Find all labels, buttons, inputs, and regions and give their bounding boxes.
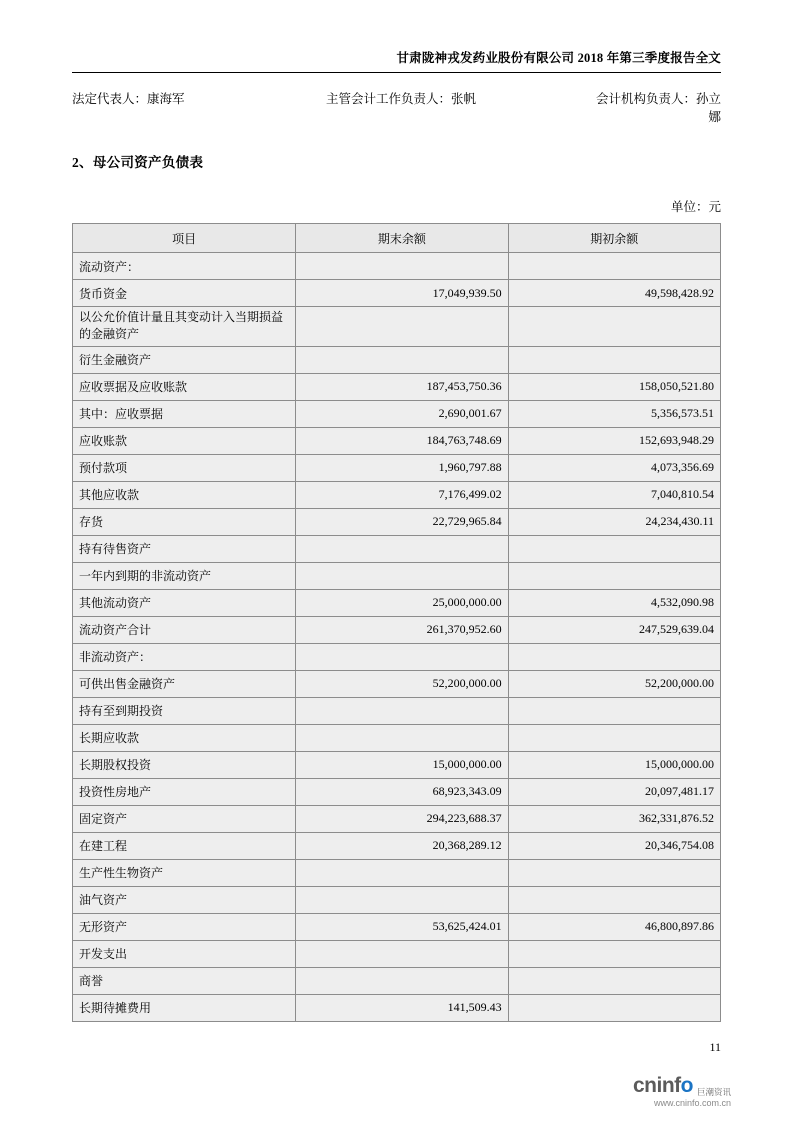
table-row: [73, 940, 721, 967]
table-row: [73, 670, 721, 697]
row-beginning-balance: [508, 346, 720, 373]
row-beginning-balance: 46,800,897.86: [508, 913, 720, 940]
table-header-row: [73, 224, 721, 253]
table-row: [73, 307, 721, 347]
accounting-organization-head: 会计机构负责人：孙立娜: [595, 92, 721, 124]
table-row: [73, 697, 721, 724]
table-row: [73, 751, 721, 778]
row-label: 油气资产: [73, 886, 296, 913]
section-title: 2、母公司资产负债表: [72, 155, 204, 170]
row-label: 投资性房地产: [73, 778, 296, 805]
row-ending-balance: 68,923,343.09: [296, 778, 508, 805]
row-label: 长期待摊费用: [73, 994, 296, 1021]
table-row: [73, 859, 721, 886]
table-row: [73, 481, 721, 508]
row-ending-balance: [296, 346, 508, 373]
table-row: [73, 427, 721, 454]
cninfo-logo: [633, 1074, 731, 1109]
row-label: 非流动资产：: [73, 643, 296, 670]
row-label: 长期股权投资: [73, 751, 296, 778]
column-header-item: 项目: [73, 224, 296, 253]
row-label: 流动资产合计: [73, 616, 296, 643]
row-beginning-balance: 5,356,573.51: [508, 400, 720, 427]
row-label: 长期应收款: [73, 724, 296, 751]
row-label: 生产性生物资产: [73, 859, 296, 886]
row-ending-balance: [296, 859, 508, 886]
row-label: 可供出售金融资产: [73, 670, 296, 697]
row-beginning-balance: [508, 994, 720, 1021]
row-label: 预付款项: [73, 454, 296, 481]
row-ending-balance: [296, 643, 508, 670]
row-beginning-balance: 7,040,810.54: [508, 481, 720, 508]
row-beginning-balance: 158,050,521.80: [508, 373, 720, 400]
row-label: 其中：应收票据: [73, 400, 296, 427]
row-beginning-balance: 20,097,481.17: [508, 778, 720, 805]
row-beginning-balance: 20,346,754.08: [508, 832, 720, 859]
row-ending-balance: [296, 697, 508, 724]
row-ending-balance: 261,370,952.60: [296, 616, 508, 643]
row-beginning-balance: [508, 307, 720, 347]
row-label: 商誉: [73, 967, 296, 994]
row-ending-balance: 187,453,750.36: [296, 373, 508, 400]
logo-dot: o: [680, 1074, 693, 1097]
row-ending-balance: 25,000,000.00: [296, 589, 508, 616]
table-row: [73, 967, 721, 994]
row-beginning-balance: 52,200,000.00: [508, 670, 720, 697]
row-ending-balance: [296, 535, 508, 562]
page-header: [72, 0, 721, 73]
row-ending-balance: 52,200,000.00: [296, 670, 508, 697]
row-label: 应收票据及应收账款: [73, 373, 296, 400]
row-ending-balance: 141,509.43: [296, 994, 508, 1021]
row-beginning-balance: 24,234,430.11: [508, 508, 720, 535]
row-ending-balance: [296, 724, 508, 751]
row-label: 开发支出: [73, 940, 296, 967]
row-ending-balance: 2,690,001.67: [296, 400, 508, 427]
table-row: [73, 886, 721, 913]
row-ending-balance: [296, 967, 508, 994]
table-row: [73, 508, 721, 535]
row-label: 衍生金融资产: [73, 346, 296, 373]
row-beginning-balance: [508, 697, 720, 724]
row-ending-balance: 294,223,688.37: [296, 805, 508, 832]
row-beginning-balance: 362,331,876.52: [508, 805, 720, 832]
row-ending-balance: 7,176,499.02: [296, 481, 508, 508]
table-row: [73, 346, 721, 373]
row-label: 无形资产: [73, 913, 296, 940]
row-beginning-balance: [508, 562, 720, 589]
table-row: [73, 913, 721, 940]
row-beginning-balance: [508, 940, 720, 967]
logo-url: www.cninfo.com.cn: [653, 1098, 731, 1109]
table-row: [73, 562, 721, 589]
signatories-row: [72, 89, 721, 125]
row-beginning-balance: 4,532,090.98: [508, 589, 720, 616]
row-label: 持有待售资产: [73, 535, 296, 562]
row-label: 应收账款: [73, 427, 296, 454]
row-ending-balance: 17,049,939.50: [296, 280, 508, 307]
legal-representative: 法定代表人：康海军: [72, 92, 185, 106]
row-beginning-balance: 152,693,948.29: [508, 427, 720, 454]
table-row: [73, 778, 721, 805]
logo-chinese-text: 巨潮资讯: [696, 1086, 731, 1097]
row-ending-balance: 53,625,424.01: [296, 913, 508, 940]
row-label: 存货: [73, 508, 296, 535]
column-header-ending-balance: 期末余额: [296, 224, 508, 253]
logo-brand-text: cninfo: [632, 1074, 693, 1097]
row-label: 其他应收款: [73, 481, 296, 508]
row-ending-balance: [296, 562, 508, 589]
row-beginning-balance: [508, 253, 720, 280]
row-beginning-balance: [508, 886, 720, 913]
row-beginning-balance: 15,000,000.00: [508, 751, 720, 778]
table-row: [73, 805, 721, 832]
table-row: [73, 589, 721, 616]
accounting-head: 主管会计工作负责人：张帆: [326, 92, 477, 106]
table-row: [73, 994, 721, 1021]
row-beginning-balance: [508, 535, 720, 562]
row-label: 固定资产: [73, 805, 296, 832]
row-ending-balance: 22,729,965.84: [296, 508, 508, 535]
table-row: [73, 253, 721, 280]
header-title: 甘肃陇神戎发药业股份有限公司 2018 年第三季度报告全文: [396, 51, 721, 65]
table-row: [73, 643, 721, 670]
header-divider: [72, 72, 721, 73]
row-label: 以公允价值计量且其变动计入当期损益的金融资产: [73, 307, 296, 347]
row-ending-balance: 20,368,289.12: [296, 832, 508, 859]
column-header-beginning-balance: 期初余额: [508, 224, 720, 253]
table-row: [73, 400, 721, 427]
row-beginning-balance: [508, 967, 720, 994]
page-number: 11: [709, 1040, 721, 1054]
row-ending-balance: 1,960,797.88: [296, 454, 508, 481]
table-row: [73, 724, 721, 751]
unit-label: 单位：元: [670, 200, 721, 214]
row-label: 货币资金: [73, 280, 296, 307]
table-row: [73, 832, 721, 859]
table-row: [73, 535, 721, 562]
row-beginning-balance: [508, 724, 720, 751]
row-ending-balance: 15,000,000.00: [296, 751, 508, 778]
table-body: [73, 253, 721, 1022]
row-label: 持有至到期投资: [73, 697, 296, 724]
table-row: [73, 373, 721, 400]
row-ending-balance: [296, 253, 508, 280]
row-ending-balance: [296, 886, 508, 913]
table-row: [73, 454, 721, 481]
row-beginning-balance: [508, 643, 720, 670]
row-ending-balance: [296, 307, 508, 347]
row-beginning-balance: 247,529,639.04: [508, 616, 720, 643]
table-row: [73, 616, 721, 643]
row-beginning-balance: [508, 859, 720, 886]
row-beginning-balance: 49,598,428.92: [508, 280, 720, 307]
row-label: 流动资产：: [73, 253, 296, 280]
balance-sheet-table: [72, 223, 721, 1022]
row-label: 一年内到期的非流动资产: [73, 562, 296, 589]
row-label: 在建工程: [73, 832, 296, 859]
row-ending-balance: [296, 940, 508, 967]
table-row: [73, 280, 721, 307]
row-label: 其他流动资产: [73, 589, 296, 616]
row-beginning-balance: 4,073,356.69: [508, 454, 720, 481]
row-ending-balance: 184,763,748.69: [296, 427, 508, 454]
